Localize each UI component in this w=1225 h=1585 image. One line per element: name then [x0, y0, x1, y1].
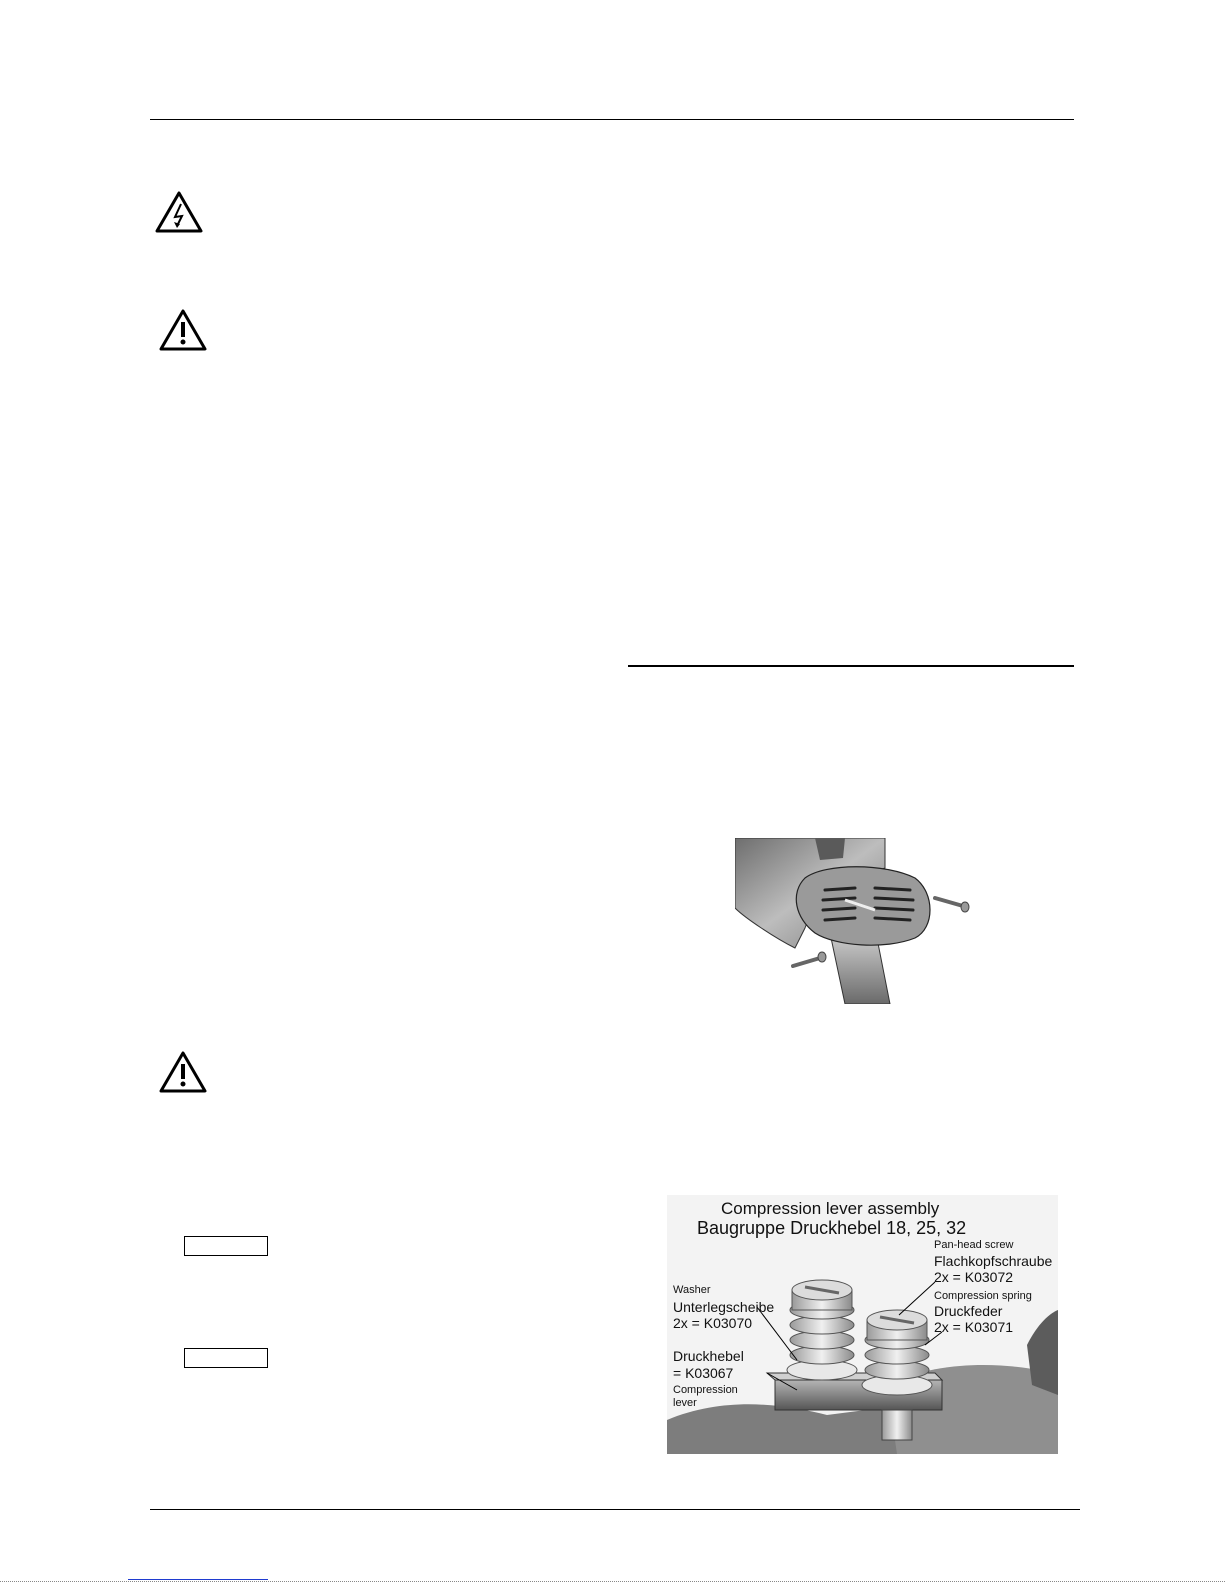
- figure-title-en: Compression lever assembly: [721, 1199, 940, 1218]
- footer-rule: [150, 1509, 1080, 1510]
- label-washer-en: Washer: [673, 1284, 711, 1296]
- warning-icon: [158, 1050, 208, 1094]
- label-spring-qty: 2x = K03071: [934, 1319, 1014, 1335]
- header-rule: [150, 119, 1074, 120]
- compression-lever-assembly-image: [667, 1195, 1058, 1454]
- label-lever-en-1: Compression: [673, 1384, 738, 1396]
- heat-gun-housing-image: [735, 838, 975, 1004]
- blank-field-box: [184, 1236, 268, 1256]
- label-lever-qty: = K03067: [673, 1365, 734, 1381]
- section-rule: [628, 665, 1074, 667]
- label-lever-en-2: lever: [673, 1397, 697, 1409]
- label-panhead-qty: 2x = K03072: [934, 1269, 1014, 1285]
- label-panhead-de: Flachkopfschraube: [934, 1253, 1053, 1269]
- figure-title-de: Baugruppe Druckhebel 18, 25, 32: [697, 1218, 967, 1238]
- footer-link-underline[interactable]: [128, 1579, 268, 1580]
- label-washer-de: Unterlegscheibe: [673, 1299, 775, 1315]
- label-lever-de: Druckhebel: [673, 1348, 744, 1364]
- page-break-line: [0, 1581, 1225, 1582]
- label-washer-qty: 2x = K03070: [673, 1315, 753, 1331]
- label-panhead-en: Pan-head screw: [934, 1239, 1014, 1251]
- blank-field-box: [184, 1348, 268, 1368]
- label-spring-en: Compression spring: [934, 1290, 1032, 1302]
- label-spring-de: Druckfeder: [934, 1303, 1003, 1319]
- warning-icon: [158, 308, 208, 352]
- electric-hazard-icon: [154, 190, 204, 234]
